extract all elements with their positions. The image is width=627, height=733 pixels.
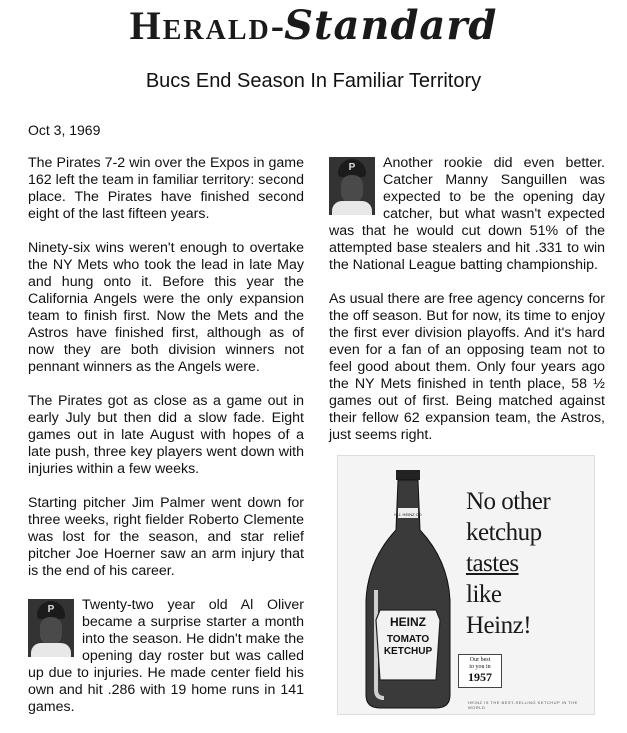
ketchup-bottle-icon — [358, 470, 458, 710]
ad-fineprint: HEINZ IS THE BEST-SELLING KETCHUP IN THE WORLD — [468, 700, 578, 710]
slogan-line: No other — [466, 488, 551, 515]
al-oliver-photo — [28, 599, 74, 657]
paragraph: As usual there are free agency concerns for the off season. But for now, its time to enjoy the first ever division playoffs. And it's hard even for a fan of an opposing team not to feel good about them. Only four years ago the NY Mets finished in tenth place, 58 ½ games out of first. Being matched against their fellow 62 expansion team, the Astros, just seems right. — [329, 291, 605, 443]
paragraph: The Pirates 7-2 win over the Expos in game 162 left the team in familiar territory: second place. The Pirates have finished second eight of the last fifteen years. — [28, 155, 304, 222]
badge-year: 1957 — [468, 670, 492, 684]
manny-sanguillen-photo — [329, 157, 375, 215]
slogan-line: Heinz! — [466, 612, 532, 639]
right-column — [329, 155, 605, 461]
jersey-shape — [332, 201, 372, 215]
pirates-cap-icon: P — [37, 601, 65, 619]
bottle-label-ketchup: KETCHUP — [383, 646, 433, 657]
heinz-ketchup-ad — [337, 455, 595, 715]
masthead-herald: Herald — [129, 3, 271, 48]
slogan-line: like — [466, 581, 502, 608]
dateline: Oct 3, 1969 — [28, 122, 101, 138]
ad-slogan — [466, 486, 550, 641]
bottle-neck-label: H.J. HEINZ CO — [394, 512, 422, 517]
headline: Bucs End Season In Familiar Territory — [145, 70, 482, 92]
badge-line: to you in — [469, 664, 491, 670]
masthead — [0, 2, 627, 50]
masthead-standard: Standard — [284, 2, 498, 49]
masthead-dash: - — [270, 3, 285, 48]
slogan-line: tastes — [466, 550, 519, 577]
paragraph: The Pirates got as close as a game out in early July but then did a slow fade. Eight games out in late August with hopes of a late push, three key players went down with injuries within a few weeks. — [28, 393, 304, 477]
paragraph: Ninety-six wins weren't enough to overtake the NY Mets who took the lead in late May and hung onto it. Before this year the California Angels were the only expansion team to finish first. Now the Mets and the Astros have finished first, although as of now they are both division winners not pennant winners as the Angels were. — [28, 240, 304, 375]
jersey-shape — [31, 643, 71, 657]
slogan-line: ketchup — [466, 519, 542, 546]
face-shape — [40, 617, 62, 645]
face-shape — [341, 175, 363, 203]
paragraph: Starting pitcher Jim Palmer went down for three weeks, right fielder Roberto Clemente was lost for the season, and star relief pitcher Joe Hoerner saw an arm injury that is the end of his career. — [28, 495, 304, 579]
paragraph: Another rookie did even better. Catcher Manny Sanguillen was expected to be the opening day catcher, but what wasn't expected was that he would cut down 51% of the attempted base stealers and hit .331 to win the National League batting championship. — [329, 155, 605, 273]
anniversary-badge — [458, 654, 502, 688]
bottle-label-tomato: TOMATO — [386, 634, 430, 645]
pirates-cap-icon: P — [338, 159, 366, 177]
paragraph: Twenty-two year old Al Oliver became a surprise starter a month into the season. He didn't make the opening day roster but was called up due to injuries. He made center field his own and hit .286 with 19 home runs in 141 games. — [28, 597, 304, 715]
badge-line: Our best — [469, 657, 491, 663]
bottle-label-heinz: HEINZ — [390, 615, 426, 629]
left-column — [28, 155, 304, 733]
